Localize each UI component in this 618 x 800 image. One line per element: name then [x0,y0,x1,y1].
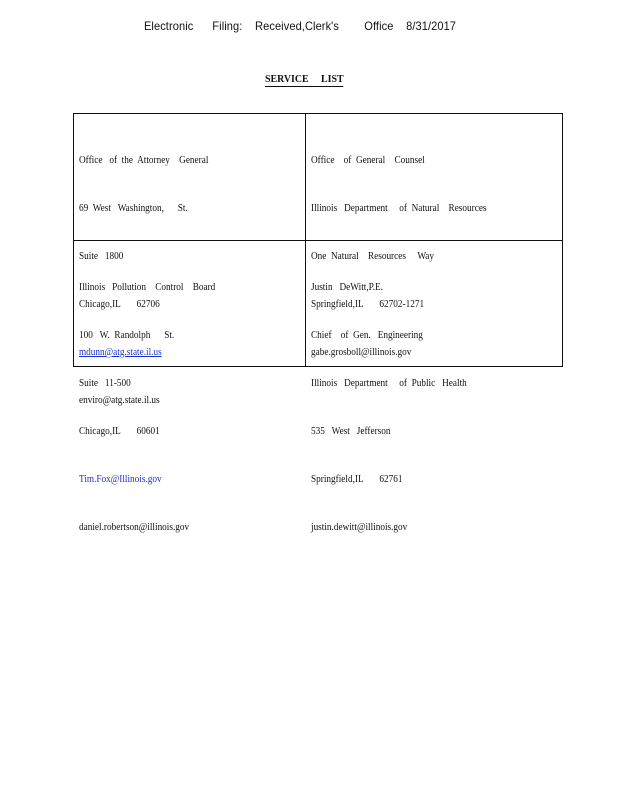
entry-line: Chicago,IL 62706 [79,299,160,310]
entry-line: Chicago,IL 60601 [79,426,160,437]
entry-line: Office of the Attorney General [79,155,209,166]
entry-line: Illinois Department of Public Health [311,378,467,389]
entry-line: 100 W. Randolph St. [79,330,175,341]
document-title: SERVICE LIST [265,73,344,85]
entry-line: Suite 1800 [79,251,124,262]
entry-line: Springfield,IL 62702-1271 [311,299,425,310]
entry-line: Springfield,IL 62761 [311,474,403,485]
entry-line: One Natural Resources Way [311,251,435,262]
email-text: gabe.grosboll@illinois.gov [311,347,412,358]
entry-line: Justin DeWitt,P.E. [311,282,384,293]
service-list-table [73,113,563,533]
entry-line: 535 West Jefferson [311,426,391,437]
email-text: justin.dewitt@illinois.gov [311,522,408,533]
email-link[interactable]: mdunn@atg.state.il.us [79,347,162,358]
entry-line: Office of General Counsel [311,155,425,166]
email-link[interactable]: Tim.Fox@Illinois.gov [79,474,162,485]
entry-line: Illinois Department of Natural Resources [311,203,487,214]
service-entry-public-health [306,241,562,533]
filing-stamp-header: Electronic Filing: Received,Clerk's Office 8/31/2017 [143,19,457,33]
entry-line: Illinois Pollution Control Board [79,282,216,293]
entry-line: Chief of Gen. Engineering [311,330,423,341]
email-text: daniel.robertson@illinois.gov [79,522,190,533]
entry-line: 69 West Washington, St. [79,203,188,214]
entry-line: Suite 11-500 [79,378,131,389]
email-text: enviro@atg.state.il.us [79,395,160,406]
